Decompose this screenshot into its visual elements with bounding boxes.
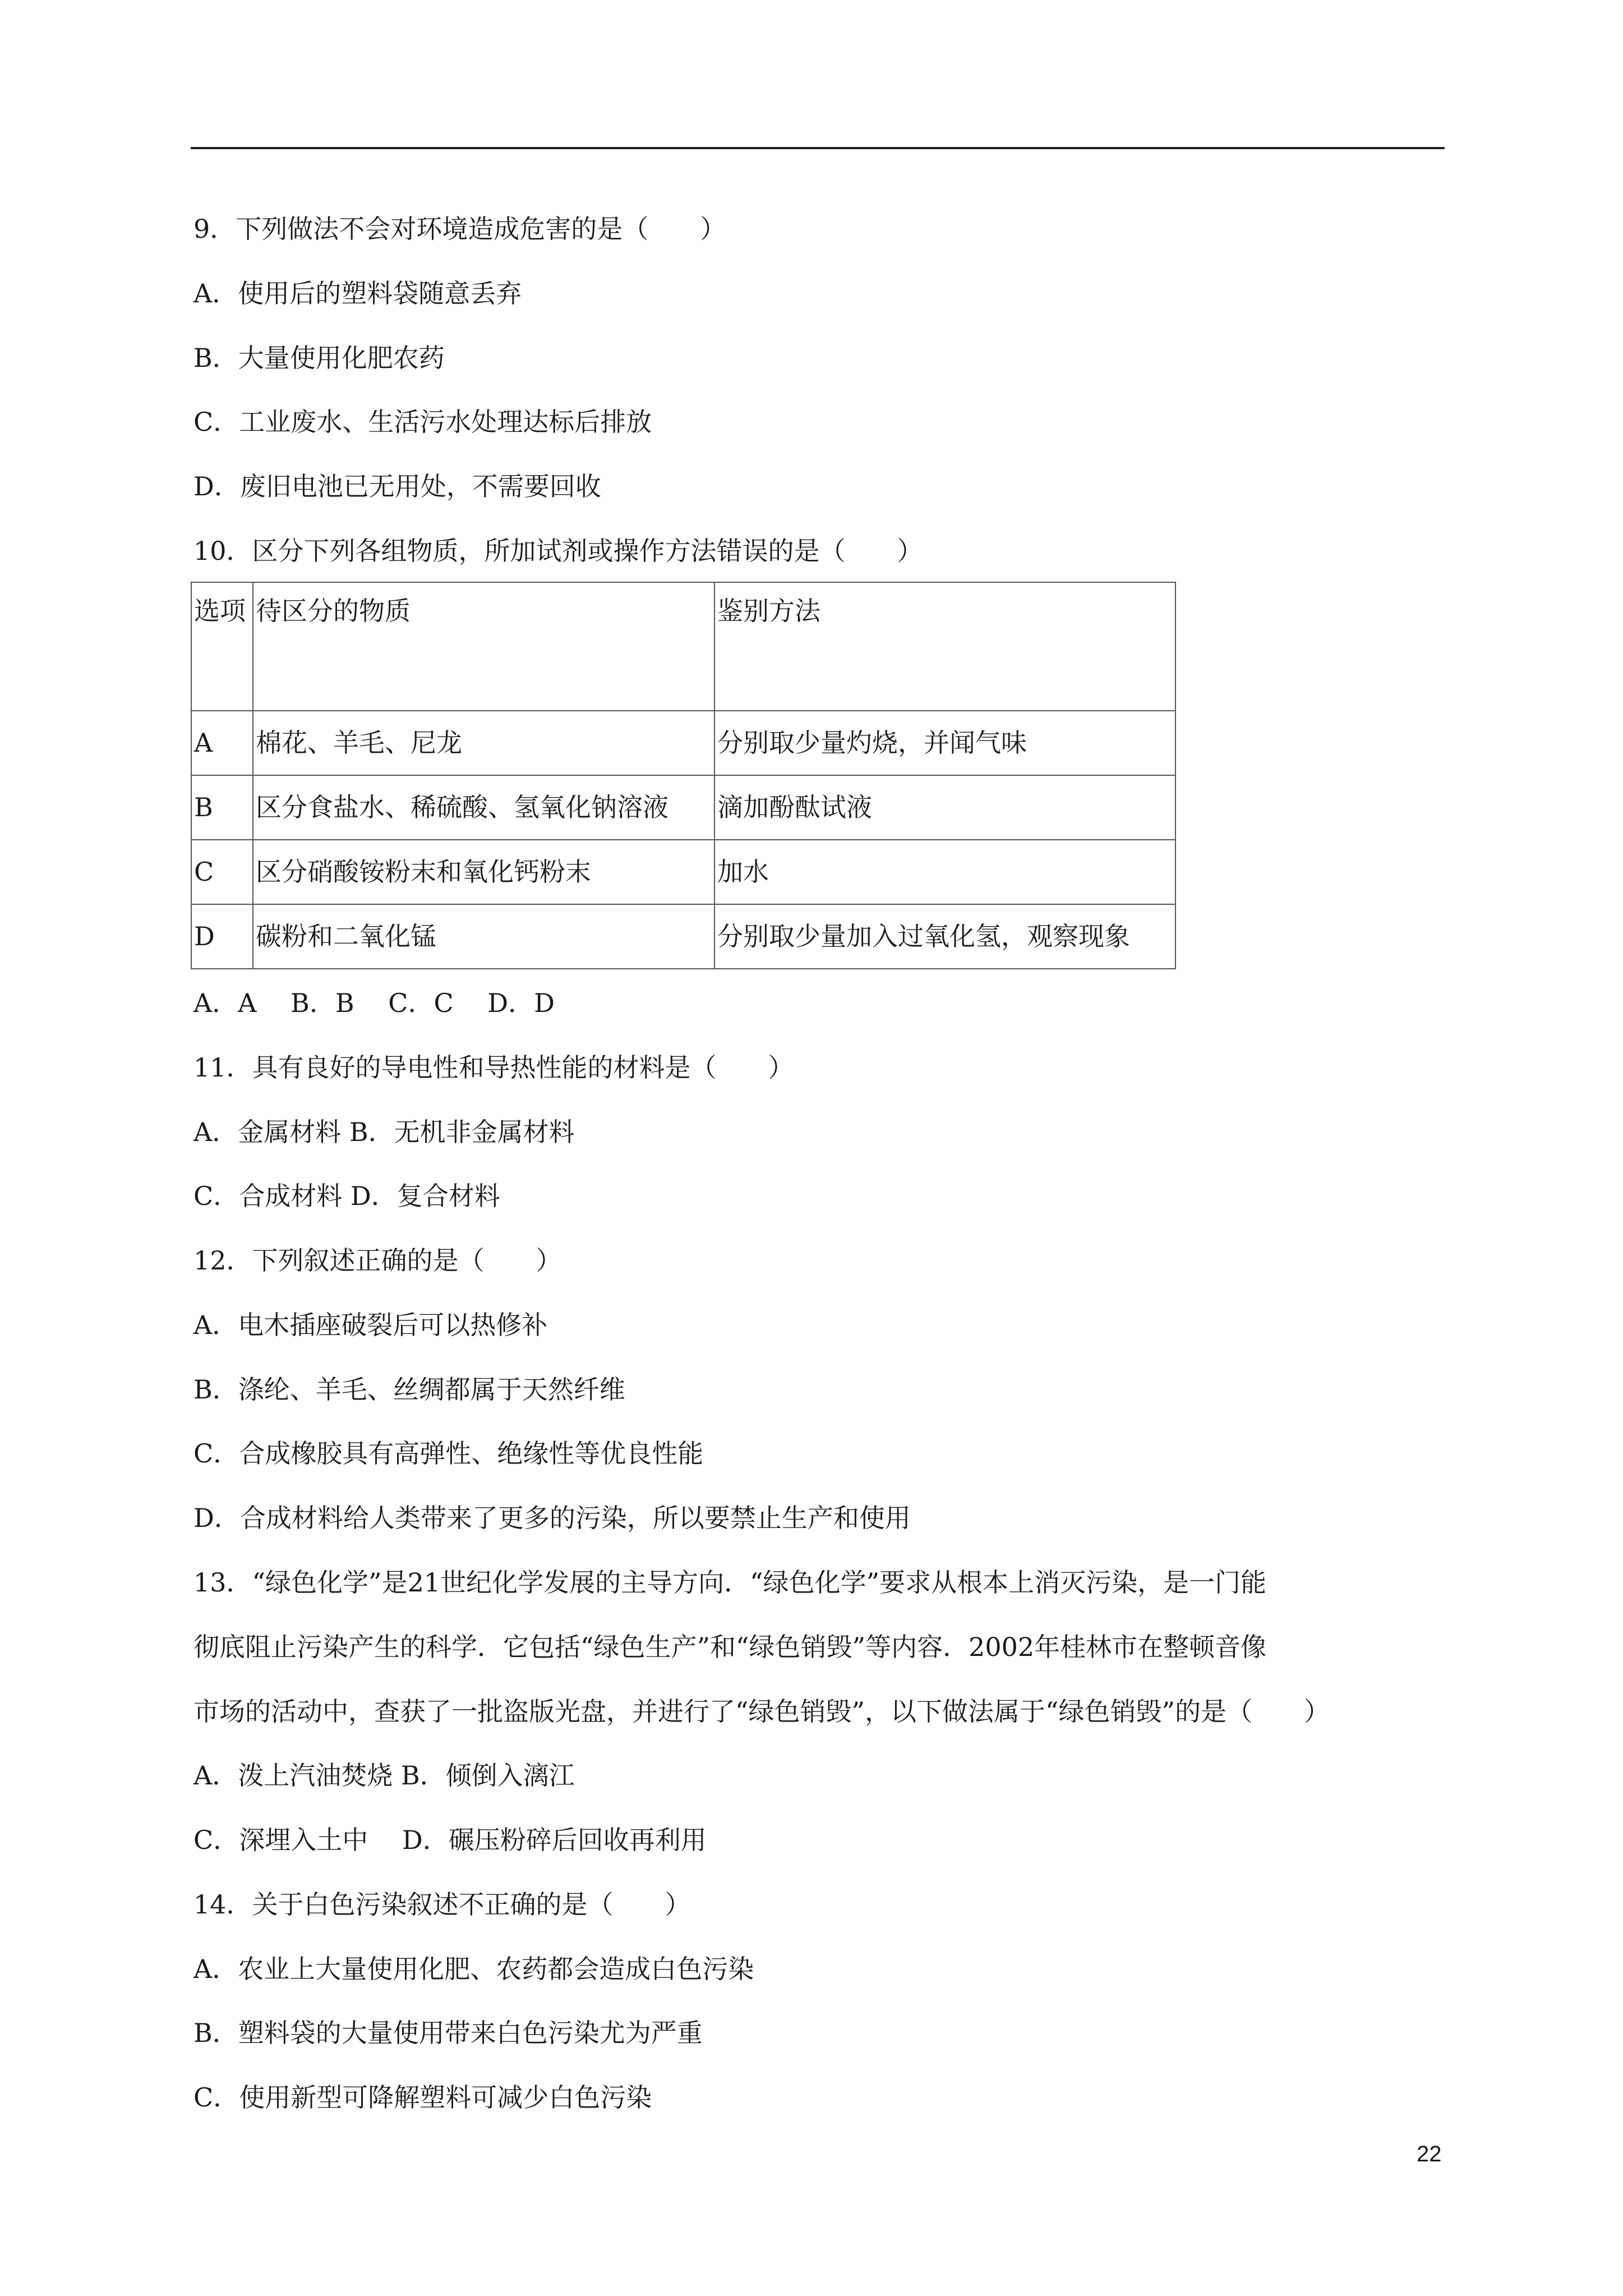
- table-header-row: [191, 582, 1175, 711]
- table-cell-substances: 棉花、羊毛、尼龙: [253, 711, 714, 775]
- q13-stem-line2: 彻底阻止污染产生的科学．它包括“绿色生产”和“绿色销毁”等内容．2002年桂林市在整顿音像: [193, 1632, 1267, 1662]
- q11-options-line2: C．合成材料 D．复合材料: [193, 1181, 500, 1211]
- table-header-option: 选项: [191, 582, 253, 711]
- q13-options-line2: C．深埋入土中 D．碾压粉碎后回收再利用: [193, 1825, 707, 1855]
- table-cell-option: C: [191, 840, 253, 904]
- q9-option-a: A．使用后的塑料袋随意丢弃: [193, 278, 522, 309]
- q10-stem: 10．区分下列各组物质，所加试剂或操作方法错误的是（ ）: [193, 536, 923, 566]
- q13-stem-line3: 市场的活动中，查获了一批盗版光盘，并进行了“绿色销毁”，以下做法属于“绿色销毁”的是（ ）: [193, 1696, 1330, 1727]
- q12-stem: 12．下列叙述正确的是（ ）: [193, 1245, 562, 1276]
- table-row: [191, 775, 1175, 840]
- q12-option-b: B．涤纶、羊毛、丝绸都属于天然纤维: [193, 1374, 625, 1405]
- table-cell-method: 滴加酚酞试液: [714, 775, 1175, 840]
- table-row: [191, 840, 1175, 904]
- table-cell-substances: 区分硝酸铵粉末和氧化钙粉末: [253, 840, 714, 904]
- header-rule: [191, 147, 1445, 149]
- q10-table: [191, 582, 1176, 969]
- q9-stem: 9．下列做法不会对环境造成危害的是（ ）: [193, 214, 726, 244]
- q12-option-d: D．合成材料给人类带来了更多的污染，所以要禁止生产和使用: [193, 1503, 911, 1533]
- q9-option-b: B．大量使用化肥农药: [193, 343, 445, 373]
- q10-options: A．A B．B C．C D．D: [193, 988, 555, 1018]
- table-cell-substances: 区分食盐水、稀硫酸、氢氧化钠溶液: [253, 775, 714, 840]
- table-cell-option: A: [191, 711, 253, 775]
- table-header-substances: 待区分的物质: [253, 582, 714, 711]
- table-cell-method: 分别取少量灼烧，并闻气味: [714, 711, 1175, 775]
- table-row: [191, 904, 1175, 969]
- table-row: [191, 711, 1175, 775]
- q9-option-d: D．废旧电池已无用处，不需要回收: [193, 471, 601, 501]
- q14-option-c: C．使用新型可降解塑料可减少白色污染: [193, 2082, 652, 2113]
- q14-option-b: B．塑料袋的大量使用带来白色污染尤为严重: [193, 2018, 703, 2048]
- q13-stem-line1: 13．“绿色化学”是21世纪化学发展的主导方向．“绿色化学”要求从根本上消灭污染，是一门能: [193, 1567, 1267, 1598]
- table-cell-option: D: [191, 904, 253, 969]
- q12-option-c: C．合成橡胶具有高弹性、绝缘性等优良性能: [193, 1438, 704, 1469]
- q13-options-line1: A．泼上汽油焚烧 B．倾倒入漓江: [193, 1760, 575, 1791]
- table-cell-substances: 碳粉和二氧化锰: [253, 904, 714, 969]
- table-cell-method: 分别取少量加入过氧化氢，观察现象: [714, 904, 1175, 969]
- table-cell-method: 加水: [714, 840, 1175, 904]
- q9-option-c: C．工业废水、生活污水处理达标后排放: [193, 407, 652, 437]
- q11-stem: 11．具有良好的导电性和导热性能的材料是（ ）: [193, 1052, 794, 1083]
- page-number: 22: [1417, 2142, 1442, 2166]
- q11-options-line1: A．金属材料 B．无机非金属材料: [193, 1117, 575, 1147]
- table-header-method: 鉴别方法: [714, 582, 1175, 711]
- table-cell-option: B: [191, 775, 253, 840]
- q12-option-a: A．电木插座破裂后可以热修补: [193, 1310, 548, 1340]
- q14-stem: 14．关于白色污染叙述不正确的是（ ）: [193, 1889, 691, 1920]
- q14-option-a: A．农业上大量使用化肥、农药都会造成白色污染: [193, 1954, 754, 1984]
